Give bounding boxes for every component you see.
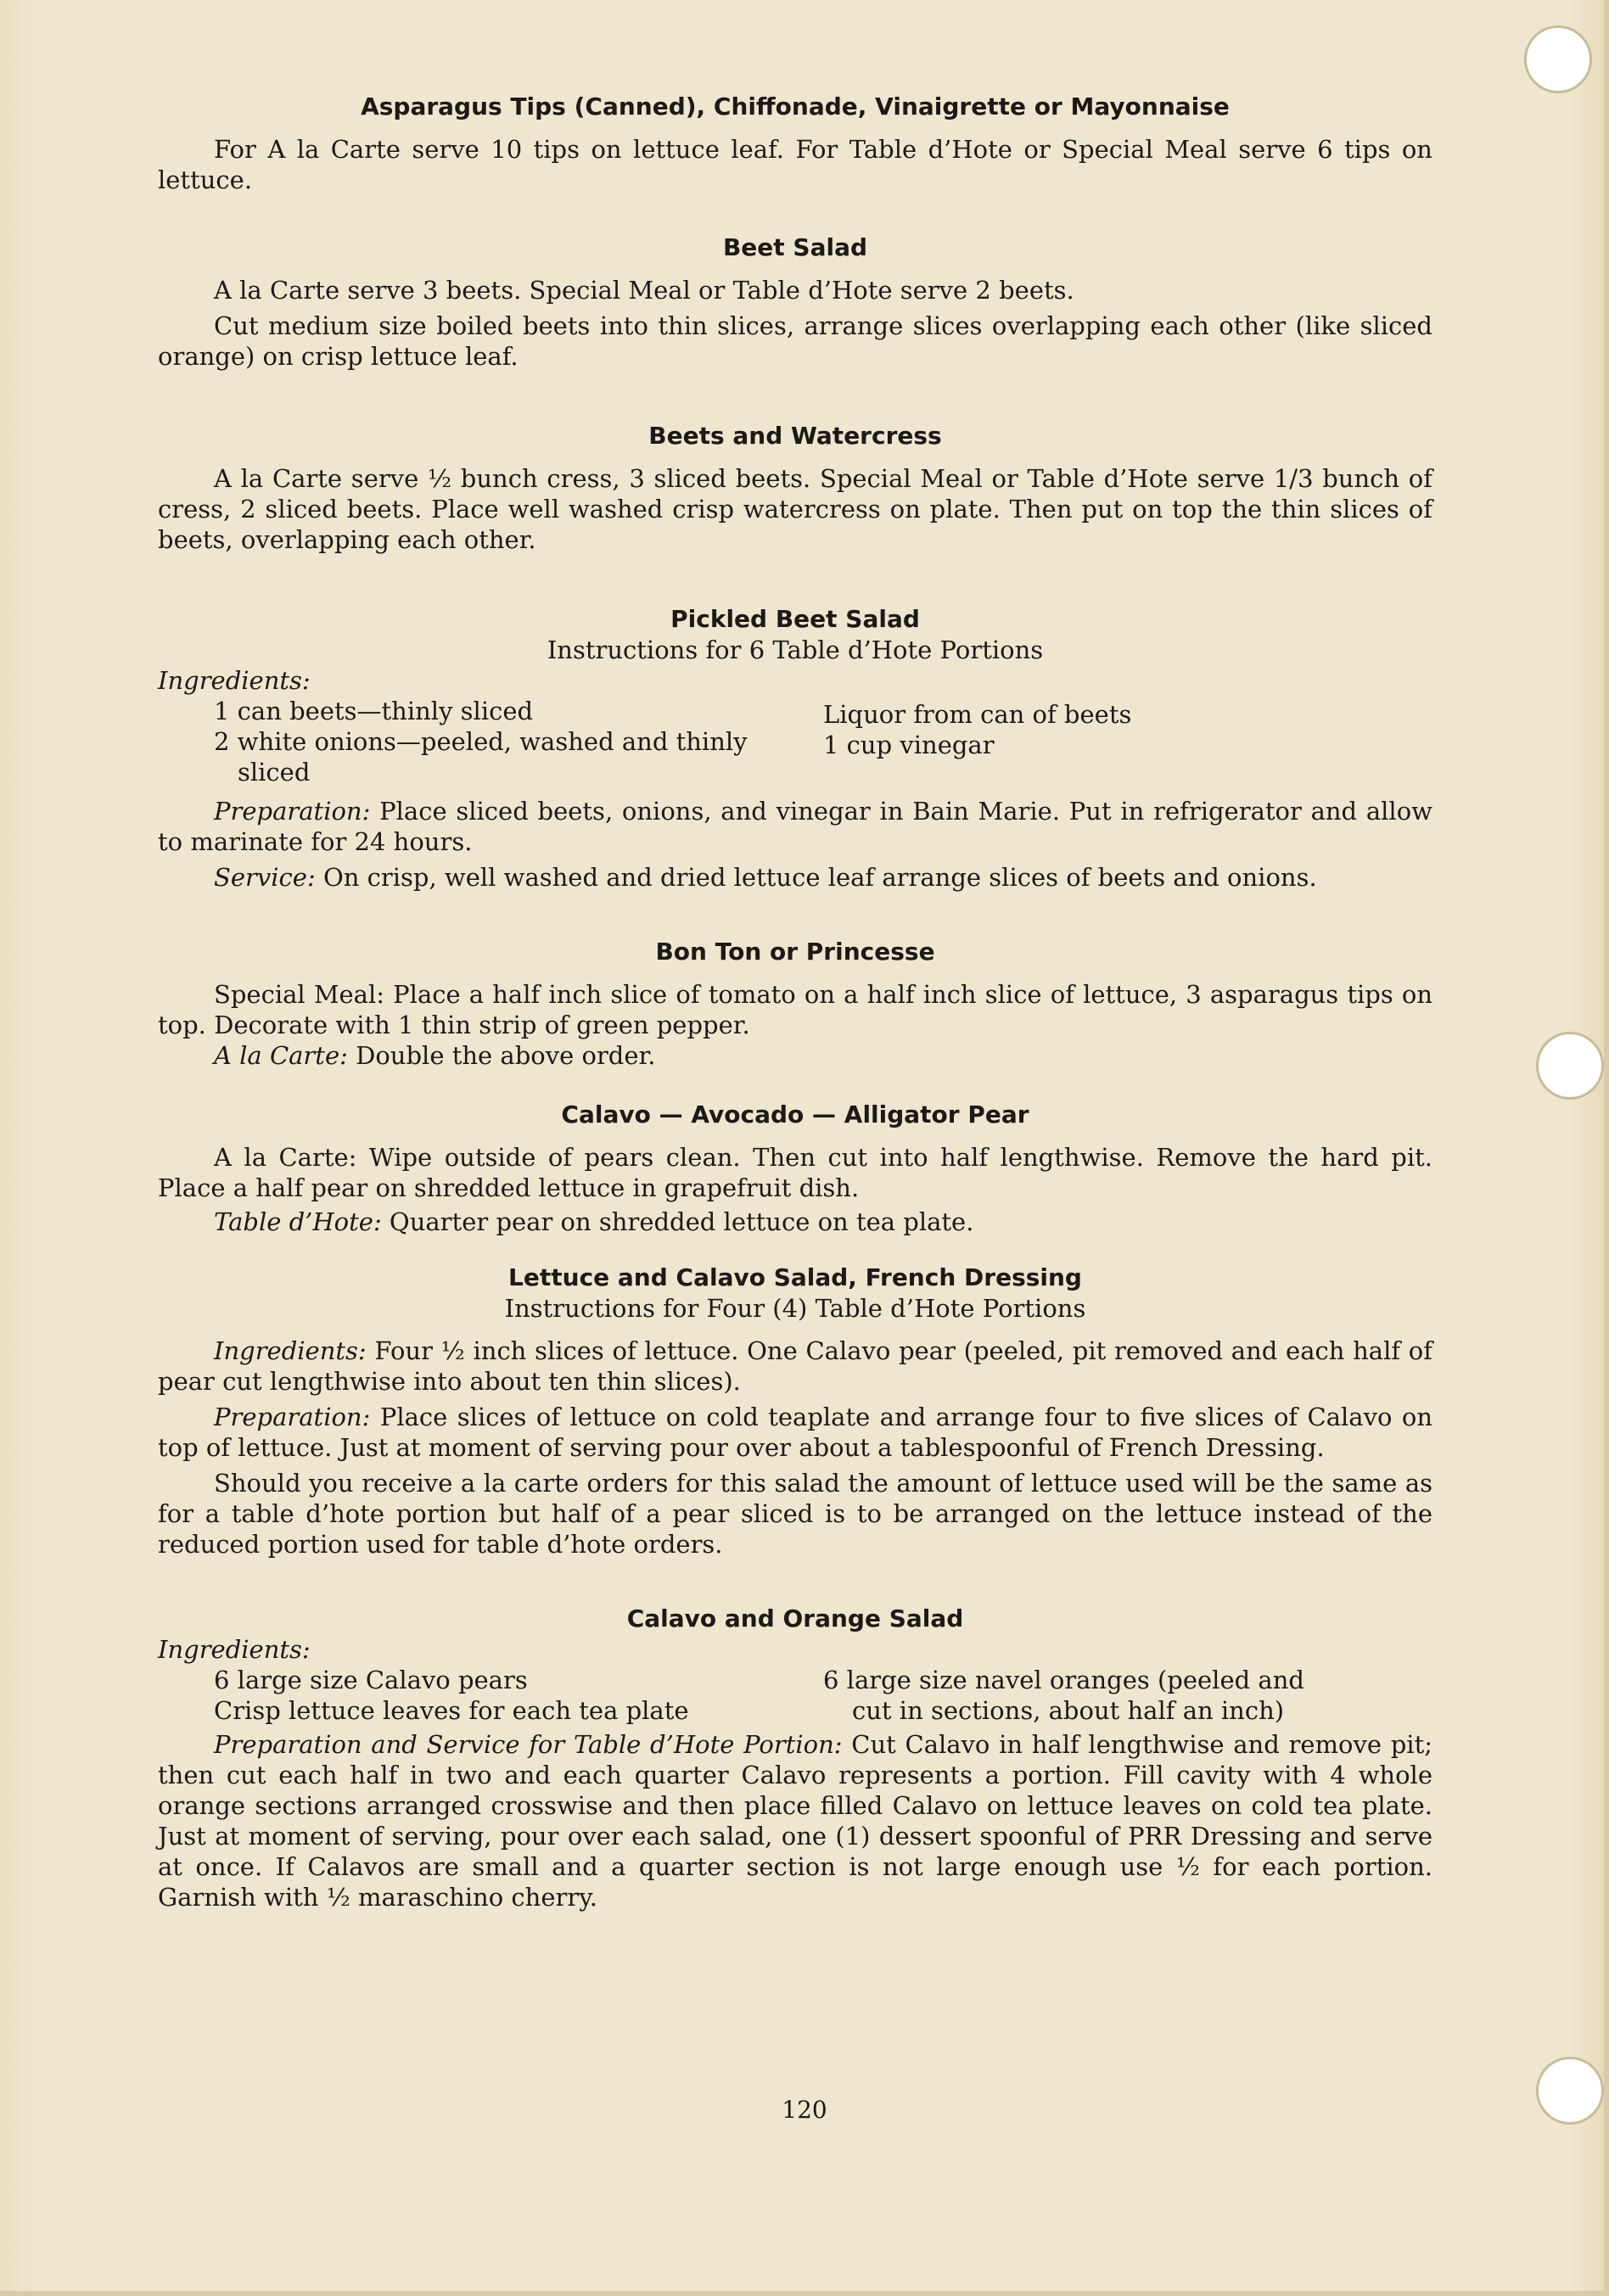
preparation-text: Place slices of lettuce on cold teaplate and arrange four to five slices of Calavo on top of lettuce. Just at moment of serving pour over about a tablespoonful of French Dressing. [158, 1403, 1432, 1462]
ingredients-column-right [823, 696, 1432, 787]
ingredients-label: Ingredients: [214, 1336, 367, 1365]
ingredient-line: Crisp lettuce leaves for each tea plate [214, 1696, 689, 1725]
preparation-text: Cut Calavo in half lengthwise and remove pit; then cut each half in two and each quarter Calavo represents a portion. Fill cavity with 4 whole orange sections arranged crosswise and then place filled Calavo on lettuce leaves on cold tea plate. Just at moment of serving, pour over each salad, one (1) dessert spoonful of PRR Dressing and serve at once. If Calavos are small and a quarter section is not large enough use ½ for each portion. Garnish with ½ maraschino cherry. [158, 1730, 1432, 1912]
ingredients-column-left [214, 1665, 823, 1726]
section-bon-ton [158, 937, 1432, 1071]
table-dhote-paragraph [158, 1207, 1432, 1237]
ingredient-line: 6 large size Calavo pears [214, 1666, 528, 1694]
section-title: Pickled Beet Salad [670, 605, 920, 633]
paragraph: Special Meal: Place a half inch slice of tomato on a half inch slice of lettuce, 3 asparagus tips on top. Decorate with 1 thin strip of green pepper. [158, 980, 1432, 1039]
alacarte-label: A la Carte: [214, 1041, 348, 1070]
alacarte-paragraph [158, 1040, 1432, 1071]
preparation-label: Preparation: [214, 1403, 371, 1431]
binder-hole-top [1524, 25, 1592, 93]
service-label: Service: [214, 863, 316, 892]
ingredients-text: Four ½ inch slices of lettuce. One Calavo pear (peeled, pit removed and each half of pear cut lengthwise into about ten thin slices). [158, 1336, 1432, 1396]
ingredient-line: sliced [238, 758, 311, 787]
binder-hole-middle [1536, 1032, 1604, 1100]
preparation-paragraph [158, 1729, 1432, 1912]
table-dhote-text: Quarter pear on shredded lettuce on tea plate. [381, 1207, 974, 1236]
section-subtitle: Instructions for 6 Table d’Hote Portions [547, 636, 1044, 664]
section-title: Calavo — Avocado — Alligator Pear [561, 1100, 1029, 1128]
ingredients-label: Ingredients: [158, 1635, 311, 1664]
ingredients-paragraph [158, 1336, 1432, 1397]
service-text: On crisp, well washed and dried lettuce leaf arrange slices of beets and onions. [315, 863, 1317, 892]
section-title: Calavo and Orange Salad [626, 1604, 964, 1632]
paragraph: Cut medium size boiled beets into thin slices, arrange slices overlapping each other (like sliced orange) on crisp lettuce leaf. [158, 311, 1432, 371]
ingredient-line: 1 can beets—thinly sliced [214, 697, 534, 725]
page-content [158, 92, 1432, 1912]
page-number: 120 [782, 2096, 827, 2124]
section-asparagus [158, 92, 1432, 195]
paragraph: Should you receive a la carte orders for this salad the amount of lettuce used will be the same as for a table d’hote portion but half of a pear sliced is to be arranged on the lettuce instead of the reduced portion used for table d’hote orders. [158, 1469, 1432, 1559]
preparation-label: Preparation and Service for Table d’Hote Portion: [214, 1730, 843, 1759]
paragraph: A la Carte: Wipe outside of pears clean. Then cut into half lengthwise. Remove the hard pit. Place a half pear on shredded lettuce in grapefruit dish. [158, 1143, 1432, 1202]
section-lettuce-calavo [158, 1263, 1432, 1560]
section-title: Lettuce and Calavo Salad, French Dressing [508, 1263, 1082, 1291]
ingredients-list [214, 1665, 1432, 1726]
paragraph: A la Carte serve 3 beets. Special Meal or Table d’Hote serve 2 beets. [214, 276, 1074, 305]
ingredients-column-left [214, 696, 823, 787]
preparation-label: Preparation: [214, 797, 371, 826]
section-title: Asparagus Tips (Canned), Chiffonade, Vinaigrette or Mayonnaise [361, 92, 1230, 120]
paragraph: A la Carte serve ½ bunch cress, 3 sliced beets. Special Meal or Table d’Hote serve 1/3 bunch of cress, 2 sliced beets. Place well washed crisp watercress on plate. Then put on top the thin slices of beets, overlapping each other. [158, 464, 1432, 554]
ingredients-column-right [823, 1665, 1432, 1726]
ingredient-line: 6 large size navel oranges (peeled and [823, 1666, 1304, 1694]
paragraph: For A la Carte serve 10 tips on lettuce leaf. For Table d’Hote or Special Meal serve 6 tips on lettuce. [158, 135, 1432, 194]
ingredient-line: 2 white onions—peeled, washed and thinly [214, 727, 748, 756]
ingredient-line: 1 cup vinegar [823, 731, 995, 759]
table-dhote-label: Table d’Hote: [214, 1207, 382, 1236]
ingredient-line: cut in sections, about half an inch) [852, 1696, 1285, 1725]
section-title: Bon Ton or Princesse [655, 938, 935, 966]
section-calavo [158, 1100, 1432, 1237]
preparation-paragraph [158, 1402, 1432, 1463]
preparation-paragraph [158, 796, 1432, 857]
ingredient-line: Liquor from can of beets [823, 700, 1132, 729]
ingredients-list [214, 696, 1432, 787]
service-paragraph [158, 862, 1432, 893]
section-pickled-beet-salad [158, 604, 1432, 893]
alacarte-text: Double the above order. [347, 1041, 656, 1070]
section-title: Beets and Watercress [648, 422, 942, 450]
section-subtitle: Instructions for Four (4) Table d’Hote Portions [504, 1294, 1086, 1323]
section-title: Beet Salad [722, 233, 868, 261]
section-beet-salad [158, 232, 1432, 372]
section-calavo-orange [158, 1604, 1432, 1912]
preparation-text: Place sliced beets, onions, and vinegar in Bain Marie. Put in refrigerator and allow to marinate for 24 hours. [158, 797, 1432, 856]
ingredients-label: Ingredients: [158, 666, 311, 695]
section-beets-watercress [158, 421, 1432, 555]
